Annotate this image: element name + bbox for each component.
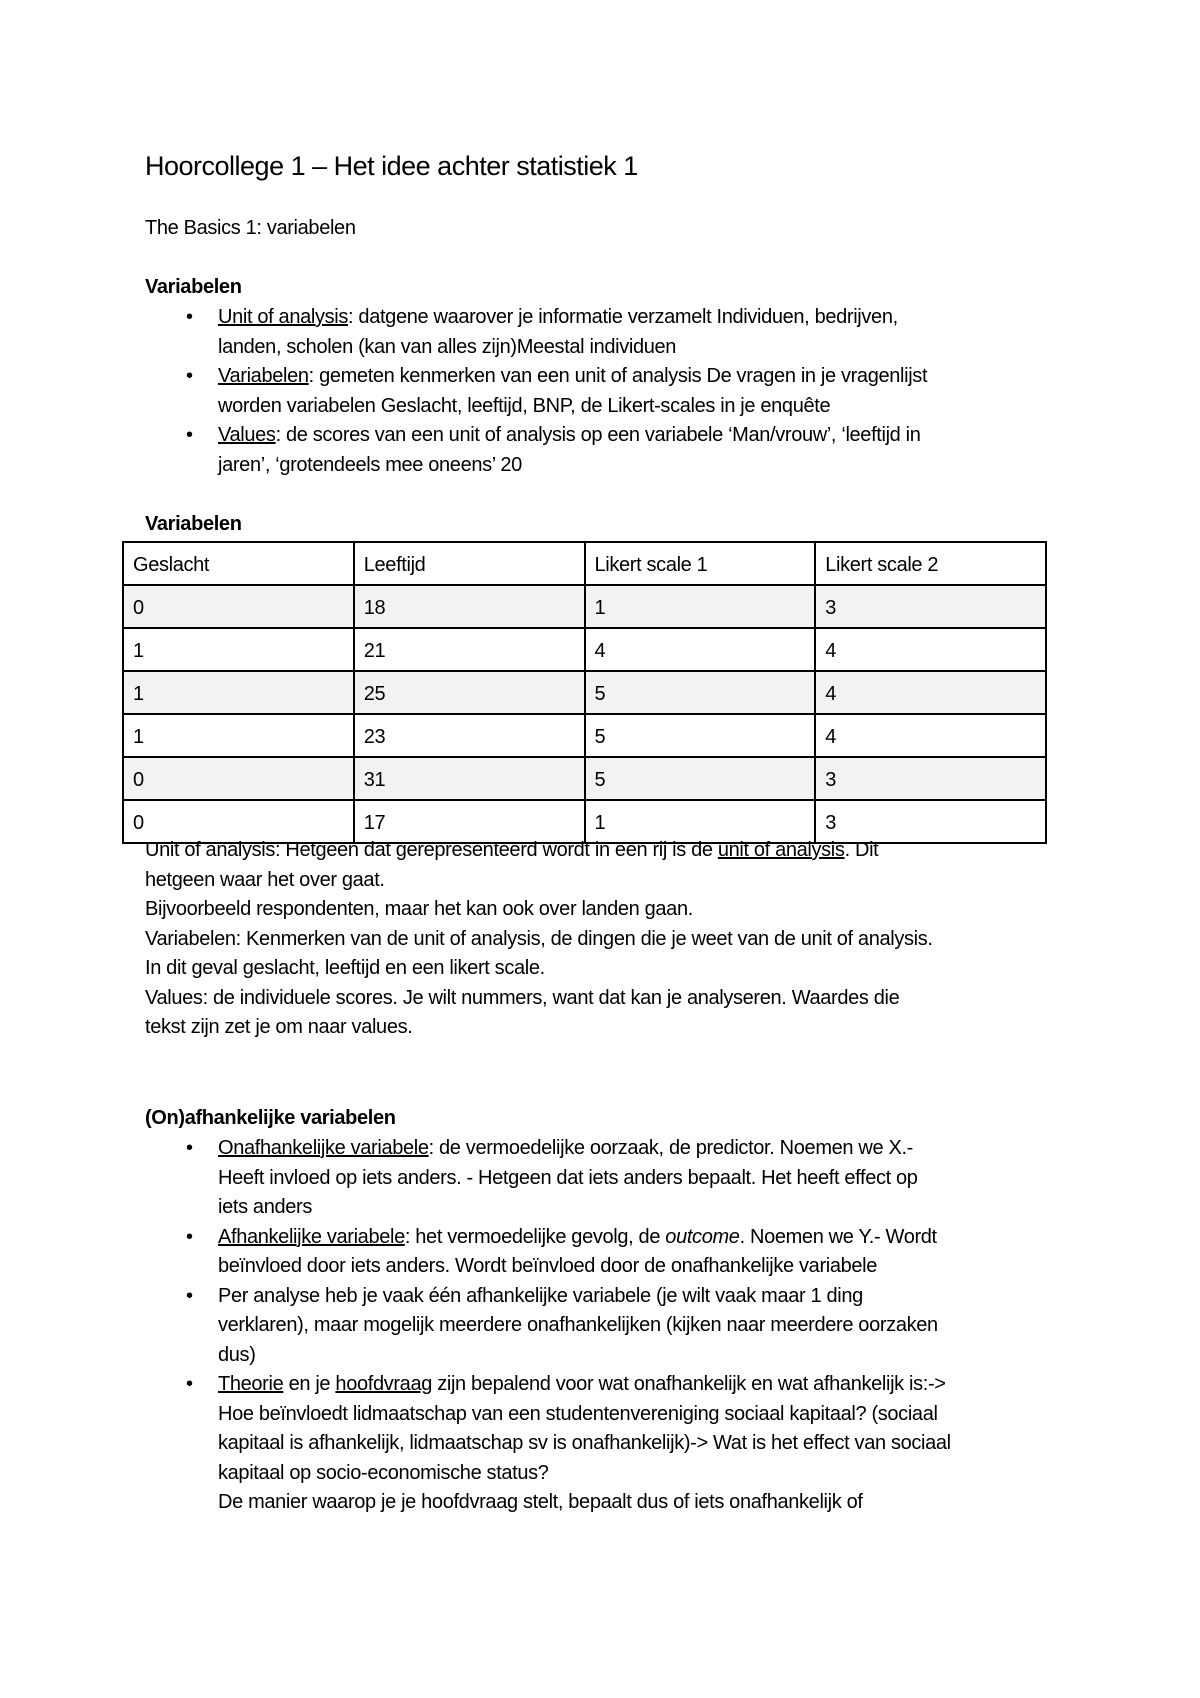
bullet-icon: • — [186, 1137, 193, 1159]
table-row — [123, 585, 1046, 628]
table-cell: 0 — [123, 800, 354, 843]
underlined-term: Theorie — [218, 1373, 284, 1395]
text-line — [218, 1459, 951, 1489]
text-line — [145, 895, 933, 925]
text-segment: en je — [283, 1373, 336, 1395]
underlined-term: unit of analysis — [717, 839, 845, 861]
text-line — [145, 836, 933, 866]
list-item — [145, 303, 927, 362]
table-cell: 5 — [585, 671, 816, 714]
column-header: Likert scale 2 — [815, 542, 1046, 585]
text-segment: iets anders — [218, 1196, 312, 1218]
table-cell: 0 — [123, 585, 354, 628]
text-line — [218, 1164, 951, 1194]
text-line — [218, 303, 927, 333]
column-header: Likert scale 1 — [585, 542, 816, 585]
variables-table — [122, 541, 1047, 844]
table-cell: 0 — [123, 757, 354, 800]
table-header-row — [123, 542, 1046, 585]
explanation-paragraph — [145, 836, 933, 1043]
text-segment: In dit geval geslacht, leeftijd en een likert scale. — [145, 957, 545, 979]
column-header: Leeftijd — [354, 542, 585, 585]
table-cell: 1 — [585, 585, 816, 628]
table-cell: 23 — [354, 714, 585, 757]
text-line — [218, 333, 927, 363]
underlined-term: Values — [218, 424, 276, 446]
text-segment: worden variabelen Geslacht, leeftijd, BNP, de Likert-scales in je enquête — [218, 394, 831, 417]
text-line — [218, 1134, 951, 1164]
table-cell: 4 — [815, 671, 1046, 714]
text-segment: verklaren), maar mogelijk meerdere onafhankelijken (kijken naar meerdere oorzaken — [218, 1314, 938, 1336]
text-line — [218, 421, 927, 451]
table-cell: 17 — [354, 800, 585, 843]
text-segment: Values: de individuele scores. Je wilt nummers, want dat kan je analyseren. Waardes die — [145, 986, 900, 1009]
underlined-term: Variabelen — [218, 365, 309, 387]
table-cell: 3 — [815, 800, 1046, 843]
list-item — [145, 1134, 951, 1223]
text-segment: kapitaal op socio-economische status? — [218, 1461, 549, 1484]
text-line — [218, 1282, 951, 1312]
table-cell: 4 — [585, 628, 816, 671]
section-heading-onafhankelijke: (On)afhankelijke variabelen — [145, 1107, 396, 1129]
list-item — [145, 1370, 951, 1518]
bullet-icon: • — [186, 424, 193, 446]
table-cell: 25 — [354, 671, 585, 714]
text-segment: . Noemen we Y.- Wordt — [739, 1225, 937, 1248]
table-cell: 4 — [815, 714, 1046, 757]
text-segment: Per analyse heb je vaak één afhankelijke variabele (je wilt vaak maar 1 ding — [218, 1284, 863, 1307]
underlined-term: Afhankelijke variabele — [218, 1225, 405, 1248]
table-row — [123, 671, 1046, 714]
table-cell: 18 — [354, 585, 585, 628]
text-segment: kapitaal is afhankelijk, lidmaatschap sv is onafhankelijk)-> Wat is het effect van sociaal — [218, 1432, 951, 1454]
table-cell: 1 — [585, 800, 816, 843]
table-cell: 1 — [123, 671, 354, 714]
bullet-list-onafhankelijke — [145, 1134, 951, 1518]
section-heading-variabelen: Variabelen — [145, 276, 242, 298]
text-segment: : de vermoedelijke oorzaak, de predictor. Noemen we X.- — [428, 1137, 913, 1159]
text-line — [145, 866, 933, 896]
table-cell: 31 — [354, 757, 585, 800]
underlined-term: Unit of analysis — [218, 306, 349, 328]
text-line — [218, 1429, 951, 1459]
text-line — [218, 1311, 951, 1341]
table-cell: 1 — [123, 628, 354, 671]
document-title: Hoorcollege 1 – Het idee achter statistiek 1 — [145, 151, 638, 181]
bullet-icon: • — [186, 365, 193, 387]
text-line — [145, 954, 933, 984]
bullet-icon: • — [186, 1225, 193, 1248]
list-item — [145, 362, 927, 421]
text-segment: . Dit — [844, 839, 879, 861]
text-line — [145, 1013, 933, 1043]
italic-term: outcome — [665, 1225, 740, 1248]
column-header: Geslacht — [123, 542, 354, 585]
underlined-term: hoofdvraag — [335, 1373, 433, 1395]
text-segment: tekst zijn zet je om naar values. — [145, 1016, 413, 1038]
table-row — [123, 628, 1046, 671]
bullet-icon: • — [186, 1284, 193, 1307]
text-segment: hetgeen waar het over gaat. — [145, 868, 385, 891]
underlined-term: Onafhankelijke variabele — [218, 1137, 429, 1159]
table-row — [123, 714, 1046, 757]
table-cell: 1 — [123, 714, 354, 757]
table-cell: 3 — [815, 585, 1046, 628]
text-segment: landen, scholen (kan van alles zijn)Meestal individuen — [218, 335, 677, 358]
text-segment: beïnvloed door iets anders. Wordt beïnvloed door de onafhankelijke variabele — [218, 1255, 878, 1277]
text-segment: Heeft invloed op iets anders. - Hetgeen dat iets anders bepaalt. Het heeft effect op — [218, 1166, 918, 1189]
text-line — [218, 1252, 951, 1282]
text-segment: : gemeten kenmerken van een unit of analysis De vragen in je vragenlijst — [308, 365, 928, 387]
table-cell: 5 — [585, 757, 816, 800]
text-line — [218, 1400, 951, 1430]
subtitle: The Basics 1: variabelen — [145, 217, 356, 239]
table-cell: 21 — [354, 628, 585, 671]
text-segment: De manier waarop je je hoofdvraag stelt, bepaalt dus of iets onafhankelijk of — [218, 1491, 863, 1513]
text-line — [218, 362, 927, 392]
text-segment: dus) — [218, 1343, 256, 1366]
list-item — [145, 421, 927, 480]
list-item — [145, 1223, 951, 1282]
text-segment: Hoe beïnvloedt lidmaatschap van een studentenvereniging sociaal kapitaal? (sociaal — [218, 1402, 938, 1425]
table-cell: 4 — [815, 628, 1046, 671]
text-line — [145, 925, 933, 955]
text-line — [218, 1488, 951, 1518]
table-heading: Variabelen — [145, 513, 242, 535]
text-line — [218, 451, 927, 481]
bullet-icon: • — [186, 1373, 193, 1395]
table-row — [123, 757, 1046, 800]
text-segment: Unit of analysis: Hetgeen dat gerepresenteerd wordt in een rij is de — [145, 839, 718, 861]
text-line — [218, 1223, 951, 1253]
text-segment: : het vermoedelijke gevolg, de — [404, 1225, 666, 1248]
bullet-list-variabelen — [145, 303, 927, 480]
text-segment: zijn bepalend voor wat onafhankelijk en wat afhankelijk is:-> — [432, 1373, 946, 1395]
text-line — [218, 392, 927, 422]
text-segment: Variabelen: Kenmerken van de unit of analysis, de dingen die je weet van de unit of analysis. — [145, 927, 933, 950]
table-cell: 5 — [585, 714, 816, 757]
text-line — [145, 984, 933, 1014]
list-item — [145, 1282, 951, 1371]
text-segment: : de scores van een unit of analysis op een variabele ‘Man/vrouw’, ‘leeftijd in — [275, 424, 921, 446]
text-line — [218, 1193, 951, 1223]
bullet-icon: • — [186, 306, 193, 328]
text-segment: Bijvoorbeeld respondenten, maar het kan ook over landen gaan. — [145, 898, 693, 920]
text-line — [218, 1370, 951, 1400]
text-segment: : datgene waarover je informatie verzamelt Individuen, bedrijven, — [348, 306, 898, 328]
text-line — [218, 1341, 951, 1371]
text-segment: jaren’, ‘grotendeels mee oneens’ 20 — [218, 453, 522, 476]
table-cell: 3 — [815, 757, 1046, 800]
